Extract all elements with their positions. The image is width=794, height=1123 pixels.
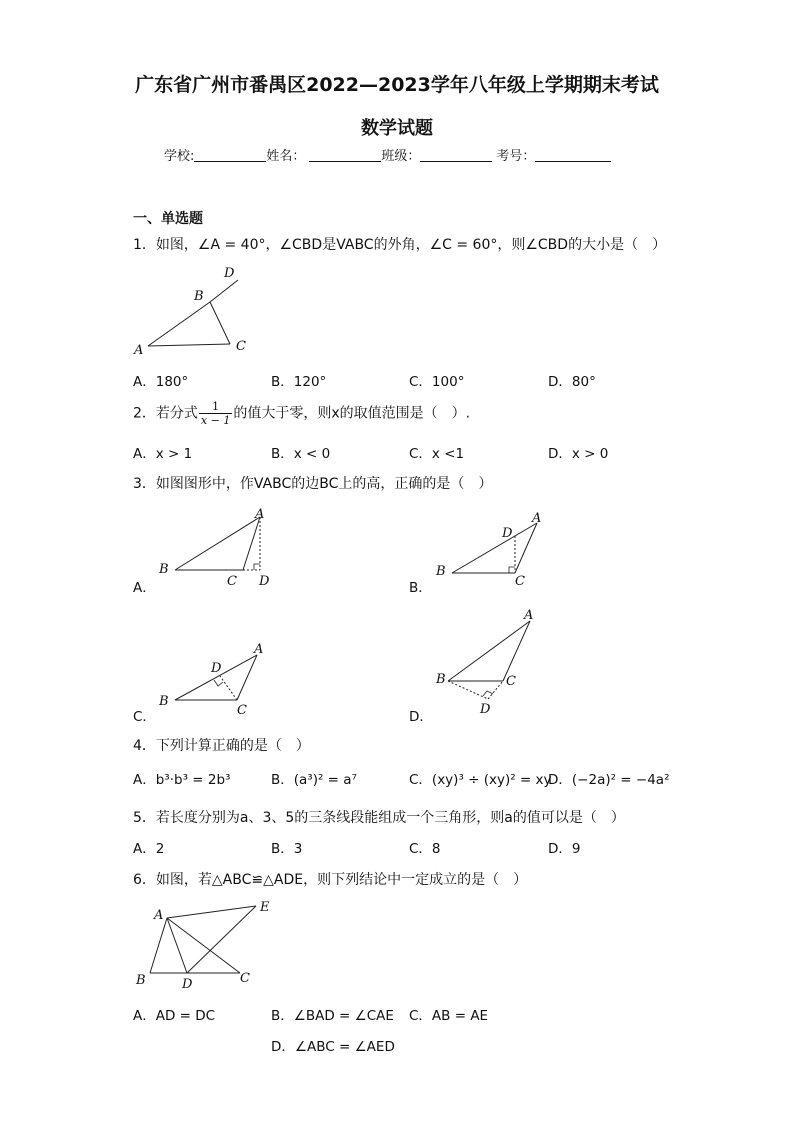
- q2-option-c[interactable]: C．x <1: [409, 446, 465, 462]
- q2-option-b[interactable]: B．x < 0: [271, 446, 331, 462]
- q3-option-d[interactable]: D．: [409, 709, 433, 725]
- q3a-label-d: D: [259, 574, 270, 589]
- q1-option-c[interactable]: C．100°: [409, 374, 465, 390]
- page-subtitle: 数学试题: [361, 118, 433, 139]
- q2-prefix: 2．若分式: [133, 405, 198, 422]
- q5-option-b[interactable]: B．3: [271, 841, 303, 857]
- q3c-label-d: D: [211, 661, 222, 676]
- q1-option-b[interactable]: B．120°: [271, 374, 327, 390]
- q6-option-d[interactable]: D．∠ABC = ∠AED: [271, 1039, 395, 1055]
- q2-frac-numerator: 1: [199, 400, 232, 414]
- q4-option-c[interactable]: C．(xy)³ ÷ (xy)² = xy: [409, 772, 552, 788]
- question-1-figure: [130, 262, 250, 357]
- q3a-label-a: A: [255, 507, 265, 522]
- school-blank[interactable]: [194, 149, 266, 162]
- q5-option-c[interactable]: C．8: [409, 841, 441, 857]
- q6-label-c: C: [240, 971, 250, 986]
- q2-suffix: 的值大于零，则x的取值范围是（ ）.: [233, 405, 471, 422]
- q3-figure-c[interactable]: [155, 637, 280, 722]
- question-6-figure: [130, 896, 280, 996]
- q1-option-d[interactable]: D．80°: [548, 374, 596, 390]
- q3c-label-c: C: [237, 703, 247, 718]
- q3d-label-a: A: [524, 608, 534, 623]
- page-title: 广东省广州市番禺区2022—2023学年八年级上学期期末考试: [135, 74, 659, 96]
- school-label: 学校:: [164, 149, 195, 164]
- q3c-label-b: B: [159, 694, 169, 709]
- q4-option-a[interactable]: A．b³·b³ = 2b³: [133, 772, 231, 788]
- class-blank[interactable]: [420, 149, 492, 162]
- q3-figure-a[interactable]: [155, 505, 280, 590]
- q3d-label-d: D: [480, 702, 491, 717]
- q3-option-b[interactable]: B．: [409, 580, 432, 596]
- question-6-text: 6．如图，若△ABC≌△ADE，则下列结论中一定成立的是（ ）: [133, 872, 528, 888]
- section-heading: 一、单选题: [133, 211, 203, 227]
- q3b-label-a: A: [532, 511, 542, 526]
- q6-label-a: A: [154, 908, 164, 923]
- q1-label-b: B: [194, 289, 204, 304]
- q3a-label-b: B: [159, 562, 169, 577]
- q6-label-e: E: [260, 900, 270, 915]
- question-4-text: 4．下列计算正确的是（ ）: [133, 738, 310, 754]
- question-2-text: [133, 400, 470, 427]
- q3a-label-c: C: [227, 574, 237, 589]
- name-blank[interactable]: [309, 149, 381, 162]
- q2-frac-denominator: x − 1: [200, 414, 231, 427]
- question-1-text: 1．如图，∠A = 40°，∠CBD是VABC的外角，∠C = 60°，则∠CBD的大小是（ ）: [133, 237, 667, 253]
- number-blank[interactable]: [535, 149, 611, 162]
- q3c-label-a: A: [254, 642, 264, 657]
- q6-option-b[interactable]: B．∠BAD = ∠CAE: [271, 1008, 394, 1024]
- q4-option-b[interactable]: B．(a³)² = a⁷: [271, 772, 357, 788]
- question-3-text: 3．如图图形中，作VABC的边BC上的高，正确的是（ ）: [133, 476, 493, 492]
- question-5-text: 5．若长度分别为a、3、5的三条线段能组成一个三角形，则a的值可以是（ ）: [133, 810, 625, 826]
- q5-option-a[interactable]: A．2: [133, 841, 165, 857]
- q2-option-d[interactable]: D．x > 0: [548, 446, 609, 462]
- q1-label-a: A: [134, 343, 144, 358]
- q3d-label-c: C: [506, 674, 516, 689]
- q3-figure-b[interactable]: [432, 507, 557, 592]
- number-label: 考号：: [496, 149, 536, 164]
- q3-option-a[interactable]: A．: [133, 580, 156, 596]
- q2-fraction: [199, 400, 232, 427]
- q6-label-b: B: [136, 973, 146, 988]
- q3d-label-b: B: [436, 672, 446, 687]
- q3b-label-d: D: [502, 526, 513, 541]
- q6-option-a[interactable]: A．AD = DC: [133, 1008, 216, 1024]
- q3-option-c[interactable]: C．: [133, 709, 156, 725]
- q4-option-d[interactable]: D．(−2a)² = −4a²: [548, 772, 670, 788]
- q5-option-d[interactable]: D．9: [548, 841, 581, 857]
- q1-label-d: D: [224, 266, 235, 281]
- q2-option-a[interactable]: A．x > 1: [133, 446, 193, 462]
- q1-label-c: C: [236, 339, 246, 354]
- q3b-label-c: C: [515, 574, 525, 589]
- student-info: [164, 145, 611, 164]
- q3b-label-b: B: [436, 564, 446, 579]
- name-label: 姓名：: [266, 149, 306, 164]
- q6-label-d: D: [182, 977, 193, 992]
- q1-option-a[interactable]: A．180°: [133, 374, 189, 390]
- q3-figure-d[interactable]: [432, 605, 557, 720]
- q6-option-c[interactable]: C．AB = AE: [409, 1008, 489, 1024]
- class-label: 班级：: [381, 149, 421, 164]
